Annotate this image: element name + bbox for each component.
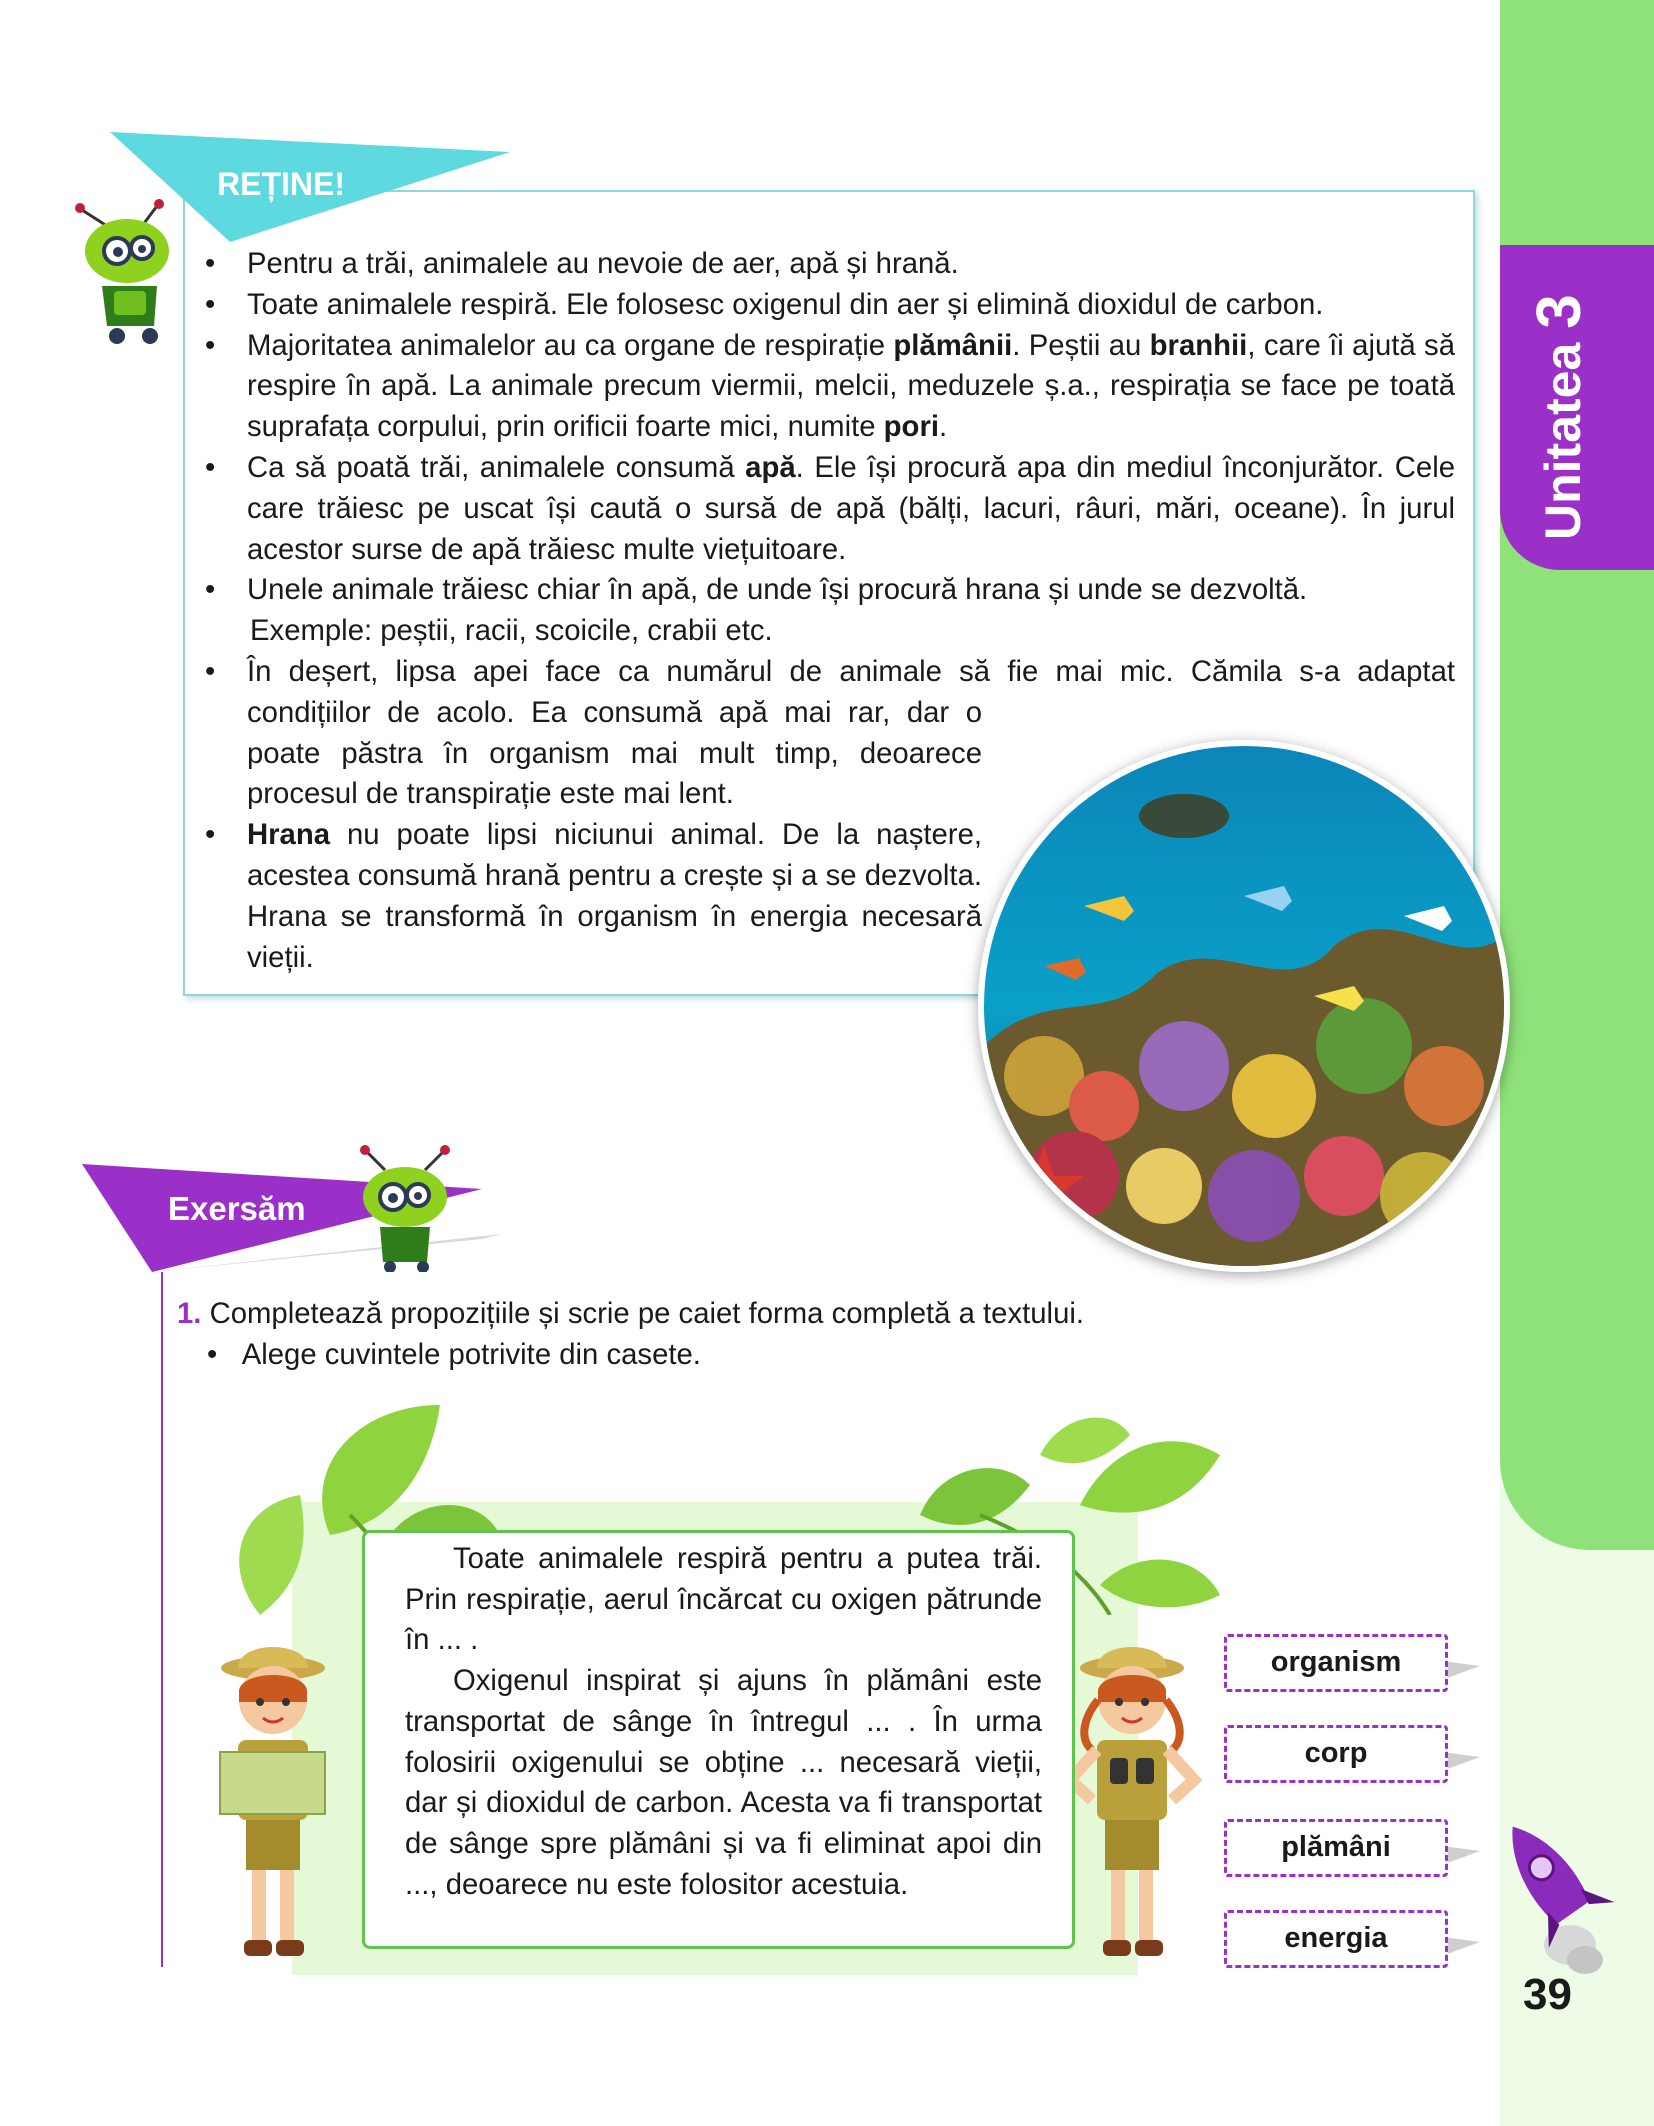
robot-mascot-icon — [345, 1122, 465, 1272]
exercise-divider — [161, 1272, 163, 1967]
exersam-title: Exersăm — [168, 1190, 306, 1227]
list-item: • Unele animale trăiesc chiar în apă, de unde își procură hrana și unde se dezvoltă. Exemple: peștii, racii, scoicile, crabii etc. — [205, 573, 1308, 648]
explorer-kid-with-map-icon — [208, 1640, 338, 1970]
exercise-paragraph: Toate animalele respiră pentru a putea trăi. Prin respirație, aerul încărcat cu oxigen pătrunde în ... . — [405, 1542, 1042, 1657]
list-item: • Pentru a trăi, animalele au nevoie de aer, apă și hrană. — [205, 247, 959, 280]
unit-label: Unitatea3 — [1525, 294, 1594, 540]
robot-mascot-icon — [62, 196, 192, 346]
list-item: • În deșert, lipsa apei face ca numărul de animale să fie mai mic. Cămila s-a adaptat condițiilor de acolo. Ea consumă apă mai rar, dar o poate păstra în organism mai mult timp, deoarece procesul de transpirație este mai lent. — [205, 654, 1455, 811]
exercise-paragraph: Oxigenul inspirat și ajuns în plămâni este transportat de sânge în întregul ... . În urma folosirii oxigenului se obține ... necesară vieții, dar și dioxidul de carbon. Acesta va fi transportat de sânge spre plămâni și va fi eliminat apoi din ..., deoarece nu este folositor acestuia. — [405, 1664, 1042, 1901]
word-box-energia[interactable]: energia — [1224, 1910, 1448, 1968]
list-item: • Toate animalele respiră. Ele folosesc oxigenul din aer și elimină dioxidul de carbon. — [205, 287, 1324, 321]
list-item: • Ca să poată trăi, animalele consumă apă. Ele își procură apa din mediul înconjurător. Cele care trăiesc pe uscat își caută o sursă de apă (bălți, lacuri, râuri, mări, oceane). În jurul acestor surse de apă trăiesc multe viețuitoare. — [205, 450, 1456, 566]
exercise-text — [405, 1539, 1042, 1905]
list-item: • Hrana nu poate lipsi niciunui animal. De la naștere, acestea consumă hrană pentru a crește și a se dezvolta. Hrana se transformă în organism în energia necesară vieții. — [205, 818, 982, 974]
page-number: 39 — [1523, 1970, 1572, 2019]
coral-reef-image — [978, 740, 1510, 1272]
list-item: • Majoritatea animalelor au ca organe de respirație plămânii. Peștii au branhii, care îi ajută să respire în apă. La animale precum viermii, melcii, meduzele ș.a., respirația se face pe toată suprafața corpului, prin orificii foarte mici, numite pori. — [205, 328, 1455, 444]
word-box-plamani[interactable]: plămâni — [1224, 1819, 1448, 1877]
explorer-kid-with-binoculars-icon — [1062, 1640, 1202, 1970]
word-box-organism[interactable]: organism — [1224, 1634, 1448, 1692]
task-instruction: 1. Completează propozițiile și scrie pe caiet forma completă a textului. • Alege cuvintele potrivite din casete. — [177, 1297, 1085, 1371]
retine-title: REȚINE! — [217, 166, 345, 202]
word-box-corp[interactable]: corp — [1224, 1725, 1448, 1783]
rocket-icon — [1490, 1810, 1620, 1980]
